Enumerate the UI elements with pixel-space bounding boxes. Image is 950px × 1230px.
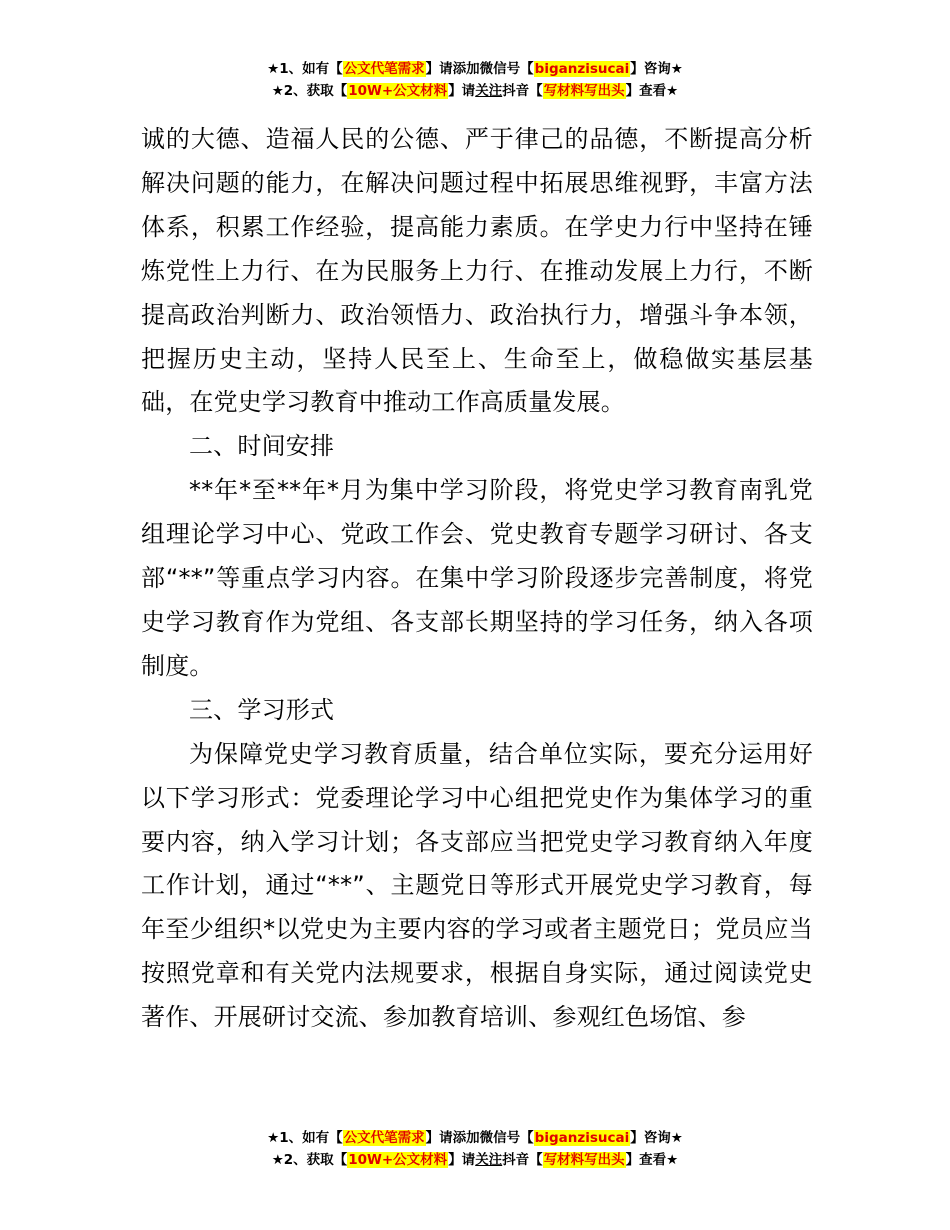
promo-line-1 bbox=[0, 1127, 950, 1149]
paragraph-1: 诚的大德、造福人民的公德、严于律己的品德，不断提高分析解决问题的能力，在解决问题过程中拓展思维视野，丰富方法体系，积累工作经验，提高能力素质。在学史力行中坚持在锤炼党性上力行、在为民服务上力行、在推动发展上力行，不断提高政治判断力、政治领悟力、政治执行力，增强斗争本领，把握历史主动，坚持人民至上、生命至上，做稳做实基层基础，在党史学习教育中推动工作高质量发展。 bbox=[141, 125, 813, 417]
promo-highlight: 10W+公文材料 bbox=[348, 1152, 448, 1168]
promo-text: 】咨询★ bbox=[630, 1130, 683, 1146]
promo-highlight: biganzisucai bbox=[534, 1130, 630, 1146]
promo-text: ★1、如有【 bbox=[267, 61, 343, 77]
promo-highlight: 写材料写出头 bbox=[543, 1152, 625, 1168]
promo-text: 】查看★ bbox=[625, 1152, 679, 1168]
promo-text: ★1、如有【 bbox=[267, 1130, 343, 1146]
promo-line-2 bbox=[0, 80, 950, 102]
section-heading-2: 二、时间安排 bbox=[189, 432, 335, 461]
document-body bbox=[141, 118, 813, 1040]
promo-text: 关注 bbox=[475, 83, 503, 99]
promo-line-2 bbox=[0, 1149, 950, 1171]
promo-text: 抖音【 bbox=[502, 1152, 543, 1168]
promo-highlight: 写材料写出头 bbox=[543, 83, 625, 99]
promo-text: 】请 bbox=[425, 1130, 453, 1146]
promo-banner-bottom bbox=[0, 1127, 950, 1171]
promo-highlight: 10W+公文材料 bbox=[348, 83, 448, 99]
promo-text: 】请 bbox=[448, 83, 476, 99]
promo-banner-top bbox=[0, 58, 950, 102]
promo-text: 】请 bbox=[448, 1152, 476, 1168]
promo-text: ★2、获取【 bbox=[271, 83, 348, 99]
promo-text: 】查看★ bbox=[625, 83, 679, 99]
promo-highlight: 公文代笔需求 bbox=[343, 1130, 425, 1146]
promo-highlight: biganzisucai bbox=[534, 61, 630, 77]
section-heading-3: 三、学习形式 bbox=[189, 695, 335, 724]
promo-text: 添加 bbox=[452, 1130, 480, 1146]
paragraph-3: 为保障党史学习教育质量，结合单位实际，要充分运用好以下学习形式：党委理论学习中心组把党史作为集体学习的重要内容，纳入学习计划；各支部应当把党史学习教育纳入年度工作计划，通过“**”、主题党日等形式开展党史学习教育，每年至少组织*以党史为主要内容的学习或者主题党日；党员应当按照党章和有关党内法规要求，根据自身实际，通过阅读党史著作、开展研讨交流、参加教育培训、参观红色场馆、参 bbox=[141, 739, 813, 1032]
promo-text: 微信号【 bbox=[479, 61, 534, 77]
promo-line-1 bbox=[0, 58, 950, 80]
promo-text: 微信号【 bbox=[479, 1130, 534, 1146]
paragraph-2: **年*至**年*月为集中学习阶段，将党史学习教育南乳党组理论学习中心、党政工作会、党史教育专题学习研讨、各支部“**”等重点学习内容。在集中学习阶段逐步完善制度，将党史学习教育作为党组、各支部长期坚持的学习任务，纳入各项制度。 bbox=[141, 476, 813, 680]
promo-text: 关注 bbox=[475, 1152, 503, 1168]
promo-text: 抖音【 bbox=[502, 83, 543, 99]
promo-text: 】请 bbox=[425, 61, 453, 77]
promo-highlight: 公文代笔需求 bbox=[343, 61, 425, 77]
promo-text: ★2、获取【 bbox=[271, 1152, 348, 1168]
promo-text: 】咨询★ bbox=[630, 61, 683, 77]
promo-text: 添加 bbox=[452, 61, 480, 77]
